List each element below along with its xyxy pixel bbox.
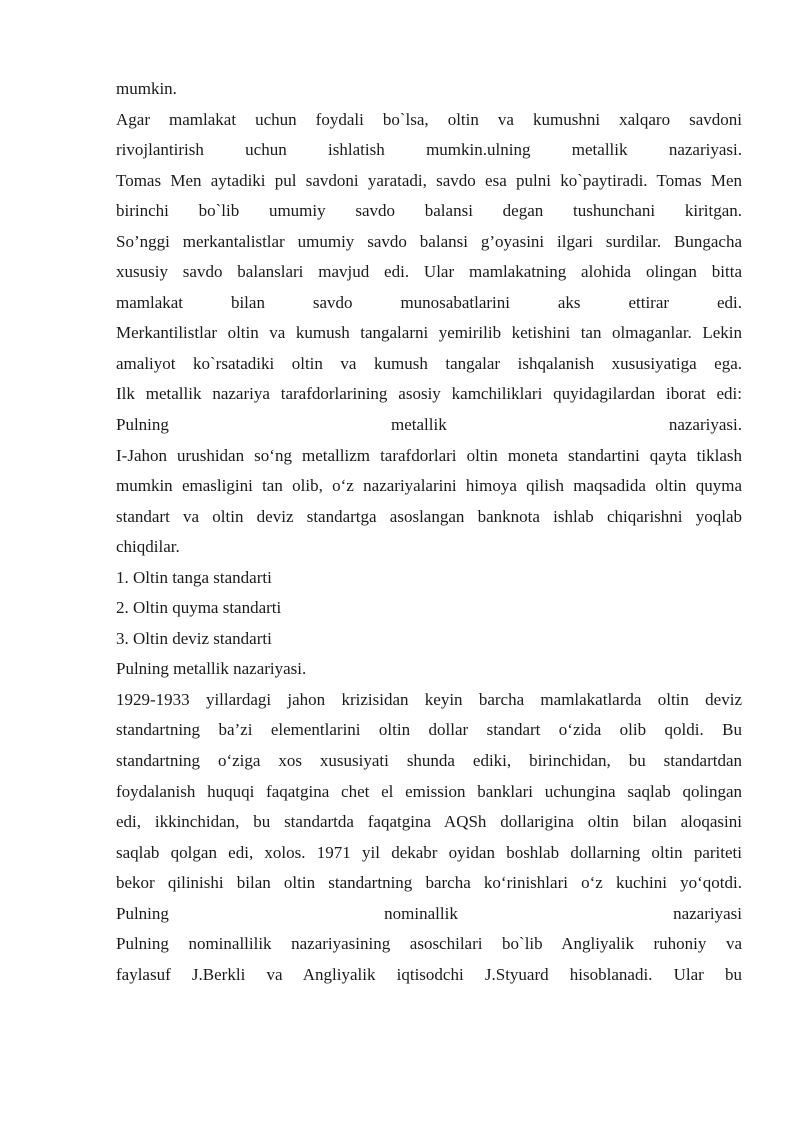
text-line: birinchi bo`lib umumiy savdo balansi degan tushunchani kiritgan.: [116, 201, 742, 221]
text-line: standartning o‘ziga xos xususiyati shunda ediki, birinchidan, bu standartdan: [116, 751, 742, 771]
list-item: 2. Oltin quyma standarti: [116, 598, 282, 618]
text-line: amaliyot ko`rsatadiki oltin va kumush tangalar ishqalanish xususiyatiga ega.: [116, 353, 742, 373]
text-line: faylasuf J.Berkli va Angliyalik iqtisodchi J.Styuard hisoblanadi. Ular bu: [116, 964, 742, 984]
document-body: [116, 74, 742, 990]
section-heading: Pulning metallik nazariyasi.: [116, 659, 307, 679]
list-item: 3. Oltin deviz standarti: [116, 628, 272, 648]
text-line: So’nggi merkantalistlar umumiy savdo balansi g’oyasini ilgari surdilar. Bungacha: [116, 231, 742, 251]
text-line: 1929-1933 yillardagi jahon krizisidan keyin barcha mamlakatlarda oltin deviz: [116, 689, 742, 709]
text-line: mamlakat bilan savdo munosabatlarini aks ettirar edi.: [116, 292, 742, 312]
text-line: chiqdilar.: [116, 537, 180, 557]
text-line: Agar mamlakat uchun foydali bo`lsa, oltin va kumushni xalqaro savdoni: [116, 109, 742, 129]
text-line: Pulning nominallilik nazariyasining asoschilari bo`lib Angliyalik ruhoniy va: [116, 934, 742, 954]
text-line: xususiy savdo balanslari mavjud edi. Ular mamlakatning alohida olingan bitta: [116, 262, 742, 282]
text-line: rivojlantirish uchun ishlatish mumkin.ulning metallik nazariyasi.: [116, 140, 742, 160]
text-line: mumkin emasligini tan olib, o‘z nazariyalarini himoya qilish maqsadida oltin quyma: [116, 476, 742, 496]
text-line: Ilk metallik nazariya tarafdorlarining asosiy kamchiliklari quyidagilardan iborat edi:: [116, 384, 742, 404]
section-heading: Pulning metallik nazariyasi.: [116, 415, 742, 435]
text-line: edi, ikkinchidan, bu standartda faqatgina AQSh dollarigina oltin bilan aloqasini: [116, 812, 742, 832]
text-line: Merkantilistlar oltin va kumush tangalarni yemirilib ketishini tan olmaganlar. Lekin: [116, 323, 742, 343]
text-line: saqlab qolgan edi, xolos. 1971 yil dekabr oyidan boshlab dollarning oltin pariteti: [116, 842, 742, 862]
text-line: standartning ba’zi elementlarini oltin dollar standart o‘zida olib qoldi. Bu: [116, 720, 742, 740]
section-heading: Pulning nominallik nazariyasi: [116, 903, 742, 923]
text-line: I-Jahon urushidan so‘ng metallizm tarafdorlari oltin moneta standartini qayta tiklash: [116, 445, 742, 465]
text-line: bekor qilinishi bilan oltin standartning barcha ko‘rinishlari o‘z kuchini yo‘qotdi.: [116, 873, 742, 893]
text-line: mumkin.: [116, 79, 177, 98]
text-line: Tomas Men aytadiki pul savdoni yaratadi, savdo esa pulni ko`paytiradi. Tomas Men: [116, 170, 742, 190]
text-line: foydalanish huquqi faqatgina chet el emission banklari uchungina saqlab qolingan: [116, 781, 742, 801]
text-line: standart va oltin deviz standartga asoslangan banknota ishlab chiqarishni yoqlab: [116, 506, 742, 526]
list-item: 1. Oltin tanga standarti: [116, 567, 272, 587]
